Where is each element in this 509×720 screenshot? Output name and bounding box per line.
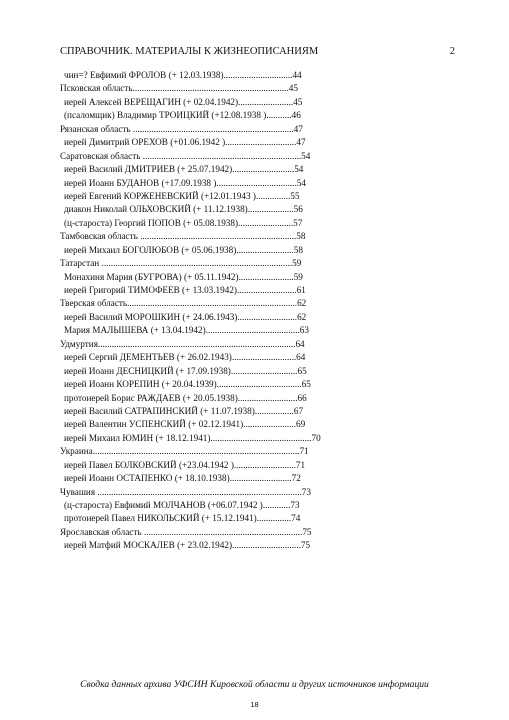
page-title: СПРАВОЧНИК. МАТЕРИАЛЫ К ЖИЗНЕОПИСАНИЯМ	[60, 46, 319, 57]
toc-section: Псковская область....................................................................45	[60, 83, 298, 94]
toc-section: Чувашия .........................................................................................73	[60, 486, 311, 497]
toc-entry: иерей Михаил ЮМИН (+ 18.12.1941)............................................70	[64, 432, 321, 443]
toc-entry: иерей Сергий ДЕМЕНТЬЕВ (+ 26.02.1943)............................64	[64, 352, 306, 363]
toc-entry: чин=? Евфимий ФРОЛОВ (+ 12.03.1938)..............................44	[64, 70, 302, 80]
toc-entry: иерей Евгений КОРЖЕНЕВСКИЙ (+12.01.1943 )...............55	[64, 190, 300, 201]
toc-entry: иерей Димитрий ОРЕХОВ (+01.06.1942 )...............................47	[64, 137, 306, 148]
toc-entry: иерей Иоанн ОСТАПЕНКО (+ 18.10.1938)...........................72	[64, 473, 301, 484]
toc-entry: иерей Григорий ТИМОФЕЕВ (+ 13.03.1942)..........................61	[64, 285, 306, 295]
toc-entry: иерей Матфий МОСКАЛЕВ (+ 23.02.1942)..............................75	[64, 540, 311, 551]
toc-entry: иерей Василий МОРОШКИН (+ 24.06.1943)..........................62	[64, 311, 307, 322]
toc-entry: иерей Иоанн КОРЕПИН (+ 20.04.1939).....................................65	[64, 379, 311, 390]
toc-section: Татарстан ...................................................................................59	[60, 258, 302, 269]
toc-entry: иерей Валентин УСПЕНСКИЙ (+ 02.12.1941).......................69	[64, 419, 306, 430]
toc-entry: Мария МАЛЫШЕВА (+ 13.04.1942).........................................63	[64, 325, 309, 336]
toc-entry: протоиерей Павел НИКОЛЬСКИЙ (+ 15.12.1941)...............74	[64, 513, 301, 524]
toc-entry: иерей Михаил БОГОЛЮБОВ (+ 05.06.1938).........................58	[64, 244, 303, 255]
toc-entry: (псаломщик) Владимир ТРОИЦКИЙ (+12.08.1938 )...........46	[64, 110, 301, 121]
toc-section: Саратовская область .....................................................................54	[60, 150, 311, 161]
toc-entry: иерей Иоанн ДЕСНИЦКИЙ (+ 17.09.1938).............................65	[64, 365, 307, 376]
toc-entry: иерей Алексей ВЕРЕЩАГИН (+ 02.04.1942)........................45	[64, 96, 303, 107]
toc-section: Тверская область..........................................................................62	[60, 298, 307, 309]
toc-entry: иерей Василий САТРАПИНСКИЙ (+ 11.07.1938).................67	[64, 405, 304, 416]
page-header	[60, 45, 455, 59]
toc-entry: Монахиня Мария (БУГРОВА) (+ 05.11.1942)........................59	[64, 271, 303, 282]
toc-entry: протоиерей Борис РАЖДАЕВ (+ 20.05.1938)..........................66	[64, 392, 307, 403]
toc-section: Украина..........................................................................................71	[60, 446, 309, 457]
toc-entry: диакон Николай ОЛЬХОВСКИЙ (+ 11.12.1938)....................56	[64, 204, 303, 215]
toc-entry: (ц-староста) Евфимий МОЛЧАНОВ (+06.07.1942 )............73	[64, 500, 300, 510]
footer-note: Сводка данных архива УФСИН Кировской области и других источников информации	[80, 679, 429, 690]
toc-entry: иерей Иоанн БУДАНОВ (+17.09.1938 )...................................54	[64, 177, 306, 188]
header-page-number: 2	[449, 46, 455, 57]
toc-section: Ярославская область .....................................................................75	[60, 526, 312, 537]
toc-entry: иерей Василий ДМИТРИЕВ (+ 25.07.1942)...........................54	[64, 164, 304, 175]
toc-section: Рязанская область ......................................................................47	[60, 123, 303, 134]
toc-entry: (ц-староста) Георгий ПОПОВ (+ 05.08.1938)........................57	[64, 217, 303, 228]
table-of-contents	[60, 69, 350, 553]
toc-section: Удмуртия......................................................................................64	[60, 338, 305, 349]
toc-section: Тамбовская область ....................................................................58	[60, 231, 306, 242]
footer-page-number: 18	[250, 700, 259, 709]
toc-entry: иерей Павел БОЛКОВСКИЙ (+23.04.1942 )...........................71	[64, 459, 306, 470]
